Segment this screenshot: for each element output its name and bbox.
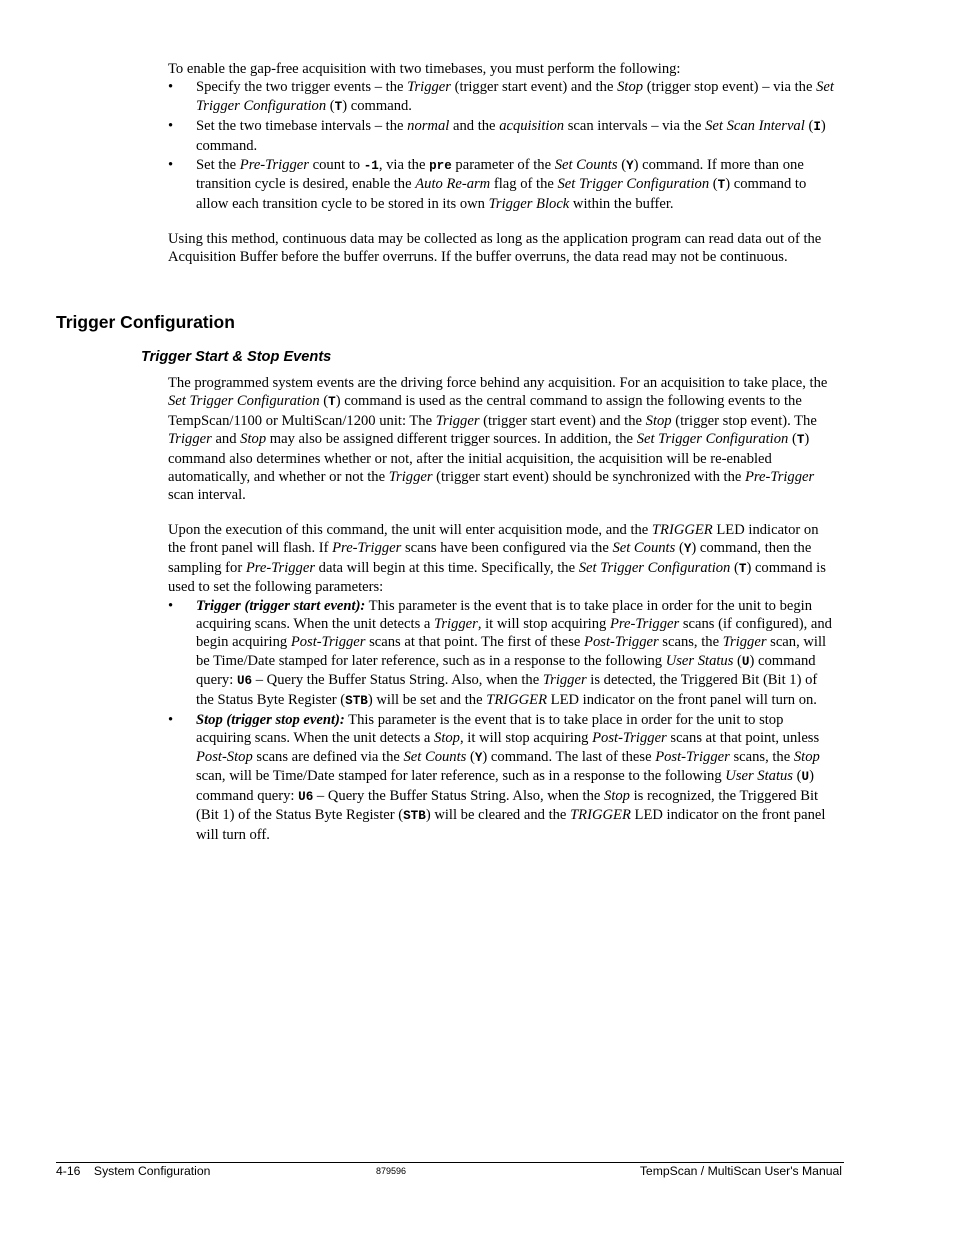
command-code: I	[813, 120, 821, 135]
method-paragraph: Using this method, continuous data may be collected as long as the application program can read data out of the Acquisition Buffer before the buffer overruns. If the buffer overruns, the data read may not be continuous.	[168, 231, 822, 266]
command-code: T	[738, 561, 747, 576]
footer-manual-title: TempScan / MultiScan User's Manual	[639, 1164, 842, 1178]
bullet-icon: •	[168, 597, 174, 614]
list-item: • Specify the two trigger events – the Trigger (trigger start event) and the Stop (trigger stop event) – via the Set Trigger Configuration (T) command.	[168, 79, 834, 114]
command-code: Y	[626, 159, 634, 174]
command-code: U6	[298, 789, 314, 804]
command-code: pre	[429, 159, 452, 174]
intro-section	[168, 60, 836, 214]
intro-bullet-list	[168, 78, 836, 213]
command-code: Y	[474, 750, 483, 765]
events-paragraph: The programmed system events are the driving force behind any acquisition. For an acquisition to take place, the Set Trigger Configuration (T) command is used as the central command to assign the following events to the TempScan/1100 or MultiScan/1200 unit: The Trigger (trigger start event) and the Stop (trigger stop event). The Trigger and Stop may also be assigned different trigger sources. In addition, the Set Trigger Configuration (T) command also determines whether or not, after the initial acquisition, the acquisition will be re-enabled automatically, and whether or not the Trigger (trigger start event) should be synchronized with the Pre-Trigger scan interval.	[168, 375, 828, 504]
command-code: T	[796, 433, 805, 448]
command-code: U6	[236, 674, 253, 689]
command-code: -1	[363, 159, 379, 174]
execution-section	[168, 521, 836, 845]
section-heading: Trigger Configuration	[56, 312, 235, 332]
footer-page-section: 4-16 System Configuration	[56, 1164, 211, 1178]
parameter-bullet-list	[168, 597, 836, 844]
intro-lead: To enable the gap-free acquisition with two timebases, you must perform the following:	[168, 61, 681, 77]
command-code: T	[334, 99, 343, 114]
bullet-icon: •	[168, 157, 174, 174]
parameter-label: Stop (trigger stop event):	[196, 712, 345, 729]
list-item: • Stop (trigger stop event): This parameter is the event that is to take place in order for the unit to stop acquiring scans. When the unit detects a Stop, it will stop acquiring Post-Trigger scans at that point, unless Post-Stop scans are defined via the Set Counts (Y) command. The last of these Post-Trigger scans, the Stop scan, will be Time/Date stamped for later reference, such as in a response to the following User Status (U) command query: U6 – Query the Buffer Status String. Also, when the Stop is recognized, the Triggered Bit (Bit 1) of the Status Byte Register (STB) will be cleared and the TRIGGER LED indicator on the front panel will turn off.	[168, 712, 826, 843]
footer-divider	[56, 1162, 844, 1163]
bullet-icon: •	[168, 712, 174, 729]
footer-doc-number: 879596	[376, 1166, 407, 1176]
command-code: Y	[683, 542, 692, 557]
bullet-icon: •	[168, 118, 174, 135]
command-code: T	[717, 178, 726, 193]
subsection-heading: Trigger Start & Stop Events	[141, 349, 332, 365]
parameter-label: Trigger (trigger start event):	[196, 597, 366, 614]
command-code: U	[741, 654, 750, 669]
list-item: • Set the Pre-Trigger count to -1, via the pre parameter of the Set Counts (Y) command. If more than one transition cycle is desired, enable the Auto Re-arm flag of the Set Trigger Configuration (T) command to allow each transition cycle to be stored in its own Trigger Block within the buffer.	[168, 157, 807, 212]
bullet-icon: •	[168, 79, 174, 96]
command-code: STB	[403, 809, 426, 824]
command-code: T	[328, 395, 336, 410]
command-code: STB	[345, 693, 368, 708]
list-item: • Set the two timebase intervals – the normal and the acquisition scan intervals – via the Set Scan Interval (I) command.	[168, 118, 826, 154]
command-code: U	[801, 770, 810, 785]
execution-paragraph: Upon the execution of this command, the unit will enter acquisition mode, and the TRIGGER LED indicator on the front panel will flash. If Pre-Trigger scans have been configured via the Set Counts (Y) command, then the sampling for Pre-Trigger data will begin at this time. Specifically, the Set Trigger Configuration (T) command is used to set the following parameters:	[168, 522, 826, 596]
list-item: • Trigger (trigger start event): This parameter is the event that is to take place in order for the unit to begin acquiring scans. When the unit detects a Trigger, it will stop acquiring Pre-Trigger scans (if configured), and begin acquiring Post-Trigger scans at that point. The first of these Post-Trigger scans, the Trigger scan, will be Time/Date stamped for later reference, such as in a response to the following User Status (U) command query: U6 – Query the Buffer Status String. Also, when the Trigger is detected, the Triggered Bit (Bit 1) of the Status Byte Register (STB) will be set and the TRIGGER LED indicator on the front panel will turn on.	[168, 597, 832, 708]
